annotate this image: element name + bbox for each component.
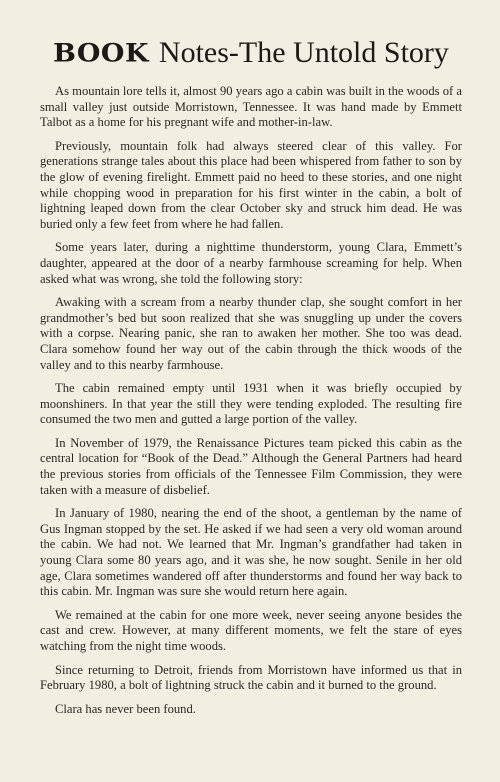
paragraph: The cabin remained empty until 1931 when it was briefly occupied by moonshiners. In that year the still they were tending exploded. The resulting fire consumed the two men and gutted a large portion of the valley. xyxy=(40,381,462,427)
paragraph: Clara has never been found. xyxy=(55,701,196,716)
paragraph: Previously, mountain folk had always steered clear of this valley. For generations strange tales about this place had been whispered from father to son by the glow of evening firelight. Emmett paid no heed to these stories, and one night while chopping wood in preparation for his first winter in the cabin, a bolt of lightning leaped down from the clear October sky and struck him dead. He was buried only a few feet from where he had fallen. xyxy=(40,138,462,231)
paragraph: Some years later, during a nighttime thunderstorm, young Clara, Emmett’s daughter, appeared at the door of a nearby farmhouse screaming for help. When asked what was wrong, she told the following story: xyxy=(40,240,462,286)
title-logo-word: BOOK xyxy=(53,38,149,69)
paragraph: In January of 1980, nearing the end of the shoot, a gentleman by the name of Gus Ingman stopped by the set. He asked if we had seen a very old woman around the cabin. We had not. We learned that Mr. Ingman’s grandfather had taken in young Clara some 80 years ago, and it was she, he now sought. Senile in her old age, Clara sometimes wandered off after thunderstorms and found her way back to this cabin. Mr. Ingman was sure she would return here again. xyxy=(40,506,462,599)
paragraph: In November of 1979, the Renaissance Pictures team picked this cabin as the central location for “Book of the Dead.” Although the General Partners had heard the previous stories from officials of the Tennessee Film Commission, they were taken with a measure of disbelief. xyxy=(40,435,462,497)
paragraph: We remained at the cabin for one more week, never seeing anyone besides the cast and crew. However, at many different moments, we felt the stare of eyes watching from the night time woods. xyxy=(40,607,462,653)
paragraph: Awaking with a scream from a nearby thunder clap, she sought comfort in her grandmother’s bed but soon realized that she was snuggling up under the covers with a corpse. Nearing panic, she ran to awaken her mother. She too was dead. Clara somehow found her way out of the cabin through the thick woods of the valley and to this nearby farmhouse. xyxy=(40,295,462,372)
title-text: Notes-The Untold Story xyxy=(158,36,449,69)
paragraph: As mountain lore tells it, almost 90 years ago a cabin was built in the woods of a small valley just outside Morristown, Tennessee. It was hand made by Emmett Talbot as a home for his pregnant wife and mother-in-law. xyxy=(40,84,462,130)
article-body xyxy=(40,84,462,717)
page-title xyxy=(40,36,462,70)
paragraph: Since returning to Detroit, friends from Morristown have informed us that in February 1980, a bolt of lightning struck the cabin and it burned to the ground. xyxy=(40,662,462,693)
